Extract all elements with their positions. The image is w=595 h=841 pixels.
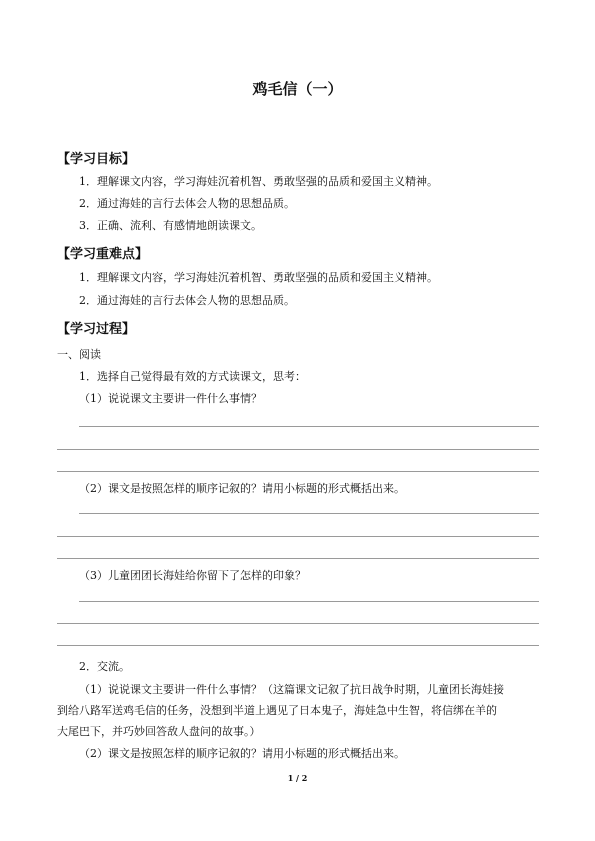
answer-line[interactable] — [79, 601, 539, 602]
question-two: （2）课文是按照怎样的顺序记叙的？请用小标题的形式概括出来。 — [79, 482, 405, 495]
process-heading: 【学习过程】 — [57, 322, 136, 337]
question-one: （1）说说课文主要讲一件什么事情？ — [79, 392, 262, 405]
part-reading-label: 一、阅读 — [57, 348, 101, 361]
answer-line[interactable] — [57, 558, 539, 559]
goal-item: 1．理解课文内容，学习海娃沉着机智、勇敢坚强的品质和爱国主义精神。 — [79, 175, 438, 188]
answer-one-line: （1）说说课文主要讲一件什么事情？（这篇课文记叙了抗日战争时期，儿童团长海娃接 — [79, 683, 504, 696]
answer-two-text: （2）课文是按照怎样的顺序记叙的？请用小标题的形式概括出来。 — [79, 747, 405, 760]
answer-line[interactable] — [57, 623, 539, 624]
page-number: 1 / 2 — [287, 773, 308, 783]
answer-line[interactable] — [57, 645, 539, 646]
answer-one-line: 大尾巴下，并巧妙回答敌人盘问的故事。） — [57, 725, 261, 738]
key-point-item: 2．通过海娃的言行去体会人物的思想品质。 — [79, 294, 295, 307]
page-title: 鸡毛信（一） — [252, 80, 343, 98]
question-three: （3）儿童团团长海娃给你留下了怎样的印象？ — [79, 569, 306, 582]
goal-item: 3．正确、流利、有感情地朗读课文。 — [79, 219, 262, 232]
step-two-text: 2．交流。 — [79, 660, 130, 673]
answer-line[interactable] — [57, 449, 539, 450]
answer-line[interactable] — [57, 536, 539, 537]
key-points-heading: 【学习重难点】 — [57, 247, 149, 262]
step-one-text: 1．选择自己觉得最有效的方式读课文，思考： — [79, 370, 306, 383]
goal-item: 2．通过海娃的言行去体会人物的思想品质。 — [79, 197, 295, 210]
goals-heading: 【学习目标】 — [57, 152, 136, 167]
answer-line[interactable] — [57, 471, 539, 472]
answer-line[interactable] — [79, 513, 539, 514]
answer-one-line: 到给八路军送鸡毛信的任务，没想到半道上遇见了日本鬼子，海娃急中生智，将信绑在羊的 — [57, 704, 497, 717]
key-point-item: 1．理解课文内容，学习海娃沉着机智、勇敢坚强的品质和爱国主义精神。 — [79, 271, 438, 284]
answer-line[interactable] — [79, 426, 539, 427]
